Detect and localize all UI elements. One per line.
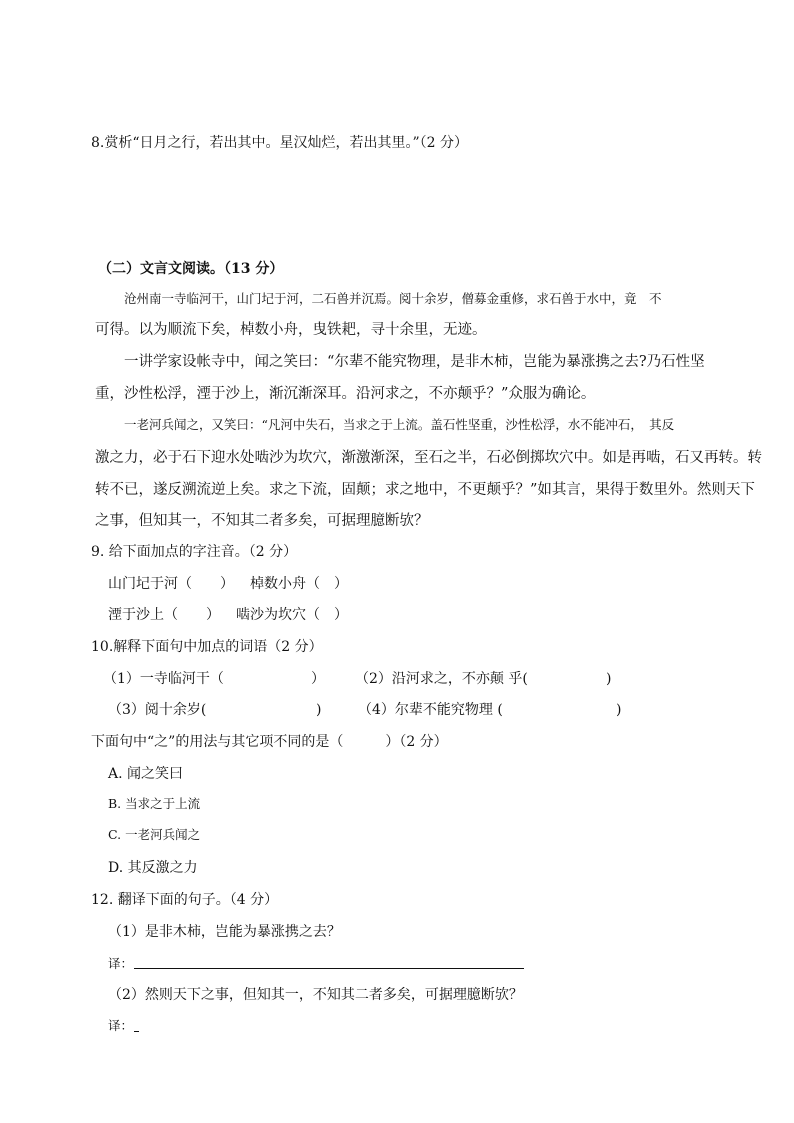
question-11-title: 下面句中“之”的用法与其它项不同的是（ ）（2 分） — [91, 734, 448, 750]
question-12-sentence-1: （1）是非木柿，岂能为暴涨携之去？ — [108, 924, 341, 940]
question-11-option-d: D. 其反激之力 — [108, 860, 198, 876]
answer-line-2[interactable] — [134, 1031, 139, 1032]
section-2-title: （二）文言文阅读。（13 分） — [98, 261, 284, 277]
question-9-item-3: 湮于沙上（ ） — [108, 607, 220, 623]
question-12-sentence-2: （2）然则天下之事，但知其一，不知其二者多矣，可据理臆断欤？ — [108, 987, 523, 1003]
passage-line-1: 沧州南一寺临河干，山门圮于河，二石兽并沉焉。阅十余岁，僧募金重修，求石兽于水中，竟 不 — [124, 291, 662, 306]
question-10-item-4-close: ) — [616, 702, 622, 718]
question-10-title: 10.解释下面句中加点的词语（2 分） — [91, 639, 323, 655]
answer-line-1[interactable] — [134, 968, 524, 969]
question-10-item-1-close: ） — [311, 671, 325, 687]
passage-line-6: 激之力，必于石下迎水处啮沙为坎穴，渐激渐深，至石之半，石必倒掷坎穴中。如是再啮，石又再转。转 — [95, 450, 762, 466]
translation-label-2: 译： — [108, 1018, 134, 1033]
passage-line-4: 重，沙性松浮，湮于沙上，渐沉渐深耳。沿河求之，不亦颠乎？”众服为确论。 — [95, 386, 596, 402]
question-10-item-1: （1）一寺临河干（ — [103, 671, 224, 687]
question-9-title: 9. 给下面加点的字注音。（2 分） — [91, 544, 298, 560]
question-10-item-4: （4）尔辈不能究物理 ( — [358, 702, 503, 718]
passage-line-7: 转不已，遂反溯流逆上矣。求之下流，固颠；求之地中，不更颠乎？”如其言，果得于数里外。然则天下 — [95, 482, 755, 498]
question-9-item-4: 啮沙为坎穴（ ） — [236, 607, 348, 623]
question-10-item-3: （3）阅十余岁( — [108, 702, 207, 718]
question-11-option-a: A. 闻之笑曰 — [108, 766, 184, 782]
passage-line-2: 可得。以为顺流下矣，棹数小舟，曳铁耙，寻十余里，无迹。 — [95, 322, 487, 338]
question-12-title: 12. 翻译下面的句子。（4 分） — [91, 892, 279, 908]
question-11-option-c: C. 一老河兵闻之 — [108, 827, 201, 842]
question-10-item-2: （2）沿河求之，不亦颠 乎( — [355, 671, 528, 687]
question-9-item-1: 山门圮于河（ ） — [108, 576, 234, 592]
question-10-item-2-close: ) — [606, 671, 612, 687]
question-11-option-b: B. 当求之于上流 — [108, 796, 201, 811]
passage-line-3: 一讲学家设帐寺中，闻之笑曰：“尔辈不能究物理，是非木柿，岂能为暴涨携之去?乃石性坚 — [124, 354, 705, 370]
passage-line-8: 之事，但知其一，不知其二者多矣，可据理臆断欤？ — [95, 513, 429, 529]
question-9-item-2: 棹数小舟（ ） — [250, 576, 348, 592]
question-8: 8.赏析“日月之行，若出其中。星汉灿烂，若出其里。”（2 分） — [91, 135, 469, 151]
passage-line-5: 一老河兵闻之，又笑曰：“凡河中失石，当求之于上流。盖石性坚重，沙性松浮，水不能冲石， 其反 — [124, 417, 675, 432]
question-10-item-3-close: ) — [316, 702, 322, 718]
translation-label-1: 译： — [108, 956, 134, 971]
